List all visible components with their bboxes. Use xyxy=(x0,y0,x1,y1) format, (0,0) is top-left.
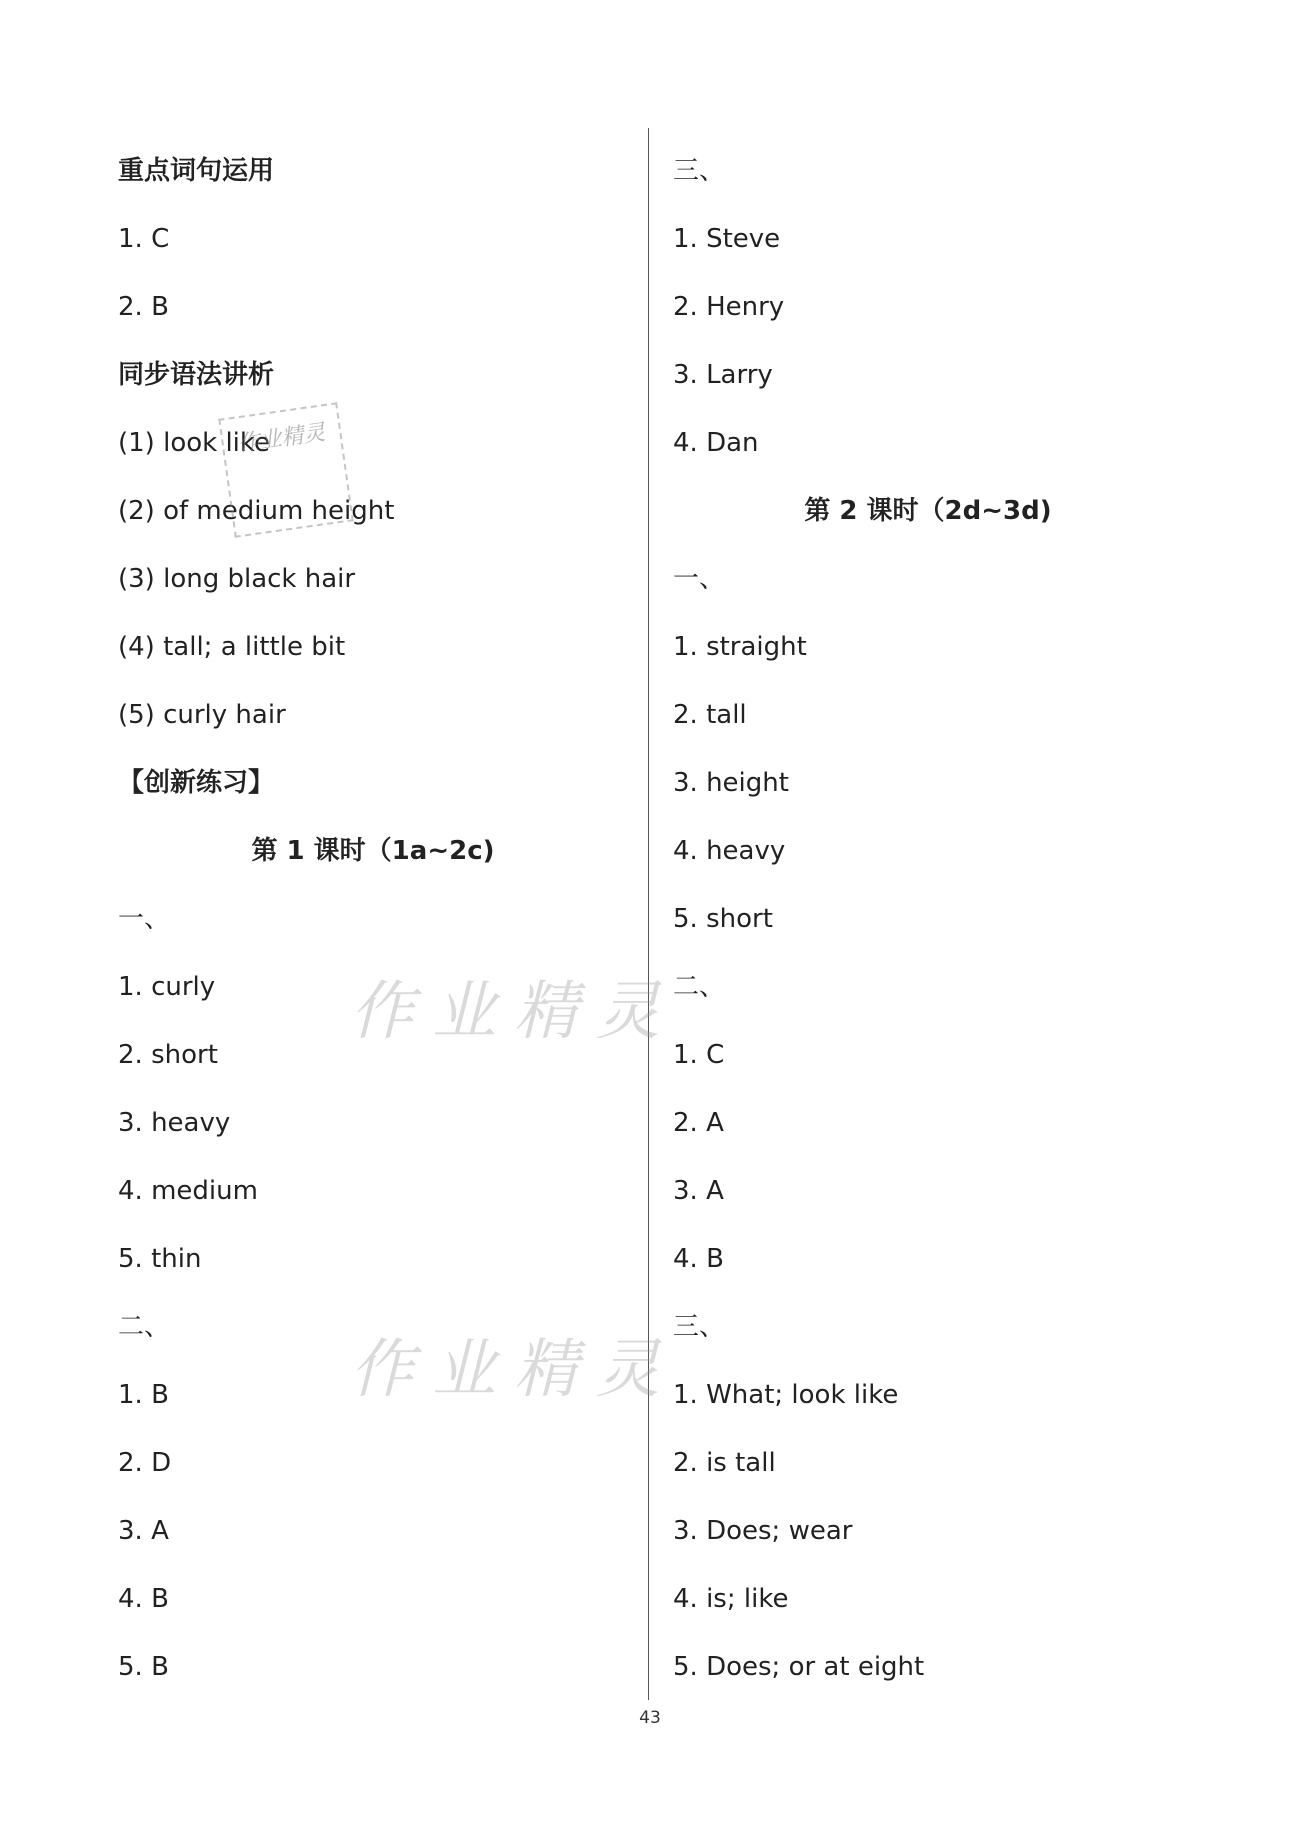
answer-line: 1. C xyxy=(118,224,170,254)
page-number: 43 xyxy=(639,1708,661,1728)
lesson-heading: 第 2 课时（2d~3d) xyxy=(804,496,1052,526)
answer-line: 5. Does; or at eight xyxy=(673,1652,925,1682)
answer-line: 1. B xyxy=(118,1380,169,1410)
answer-line: 3. A xyxy=(673,1176,724,1206)
answer-line: 1. curly xyxy=(118,972,216,1002)
answer-line: 4. heavy xyxy=(673,836,786,866)
answer-line: 2. B xyxy=(118,292,169,322)
answer-line: 2. D xyxy=(118,1448,172,1478)
answer-line: 1. Steve xyxy=(673,224,781,254)
answer-line: 4. B xyxy=(673,1244,724,1274)
left-column xyxy=(118,137,628,1701)
answer-line: 2. A xyxy=(673,1108,724,1138)
column-divider xyxy=(648,128,649,1700)
section-heading: 同步语法讲析 xyxy=(118,360,275,390)
answer-line: 三、 xyxy=(673,156,726,186)
answer-line: 4. B xyxy=(118,1584,169,1614)
answer-line: 2. short xyxy=(118,1040,218,1070)
answer-line: 3. Does; wear xyxy=(673,1516,853,1546)
watermark: 作业精灵 xyxy=(350,975,678,1049)
answer-line: (1) look like xyxy=(118,428,271,458)
answer-line: 三、 xyxy=(673,1312,726,1342)
answer-line: 3. height xyxy=(673,768,789,798)
answer-line: 2. is tall xyxy=(673,1448,776,1478)
answer-line: (3) long black hair xyxy=(118,564,356,594)
answer-line: 4. is; like xyxy=(673,1584,789,1614)
answer-line: (2) of medium height xyxy=(118,496,395,526)
answer-line: 二、 xyxy=(118,1312,171,1342)
answer-line: (4) tall; a little bit xyxy=(118,632,346,662)
answer-line: 5. B xyxy=(118,1652,169,1682)
watermark: 作业精灵 xyxy=(350,1333,678,1407)
answer-line: 5. short xyxy=(673,904,773,934)
answer-line: 4. Dan xyxy=(673,428,759,458)
answer-line: 3. Larry xyxy=(673,360,773,390)
answer-line: 3. A xyxy=(118,1516,169,1546)
answer-line: 二、 xyxy=(673,972,726,1002)
answer-line: 1. C xyxy=(673,1040,725,1070)
answer-line: 1. What; look like xyxy=(673,1380,899,1410)
answer-line: 2. tall xyxy=(673,700,747,730)
answer-line: 4. medium xyxy=(118,1176,258,1206)
answer-line: 3. heavy xyxy=(118,1108,231,1138)
section-heading: 【创新练习】 xyxy=(118,768,275,798)
answer-line: 一、 xyxy=(118,904,171,934)
watermark-stamp: 作业精灵 xyxy=(218,402,354,538)
answer-line: (5) curly hair xyxy=(118,700,286,730)
answer-line: 1. straight xyxy=(673,632,807,662)
answer-line: 2. Henry xyxy=(673,292,785,322)
section-heading: 重点词句运用 xyxy=(118,156,275,186)
lesson-heading: 第 1 课时（1a~2c) xyxy=(251,836,495,866)
right-column xyxy=(673,137,1183,1701)
answer-line: 5. thin xyxy=(118,1244,202,1274)
answer-line: 一、 xyxy=(673,564,726,594)
